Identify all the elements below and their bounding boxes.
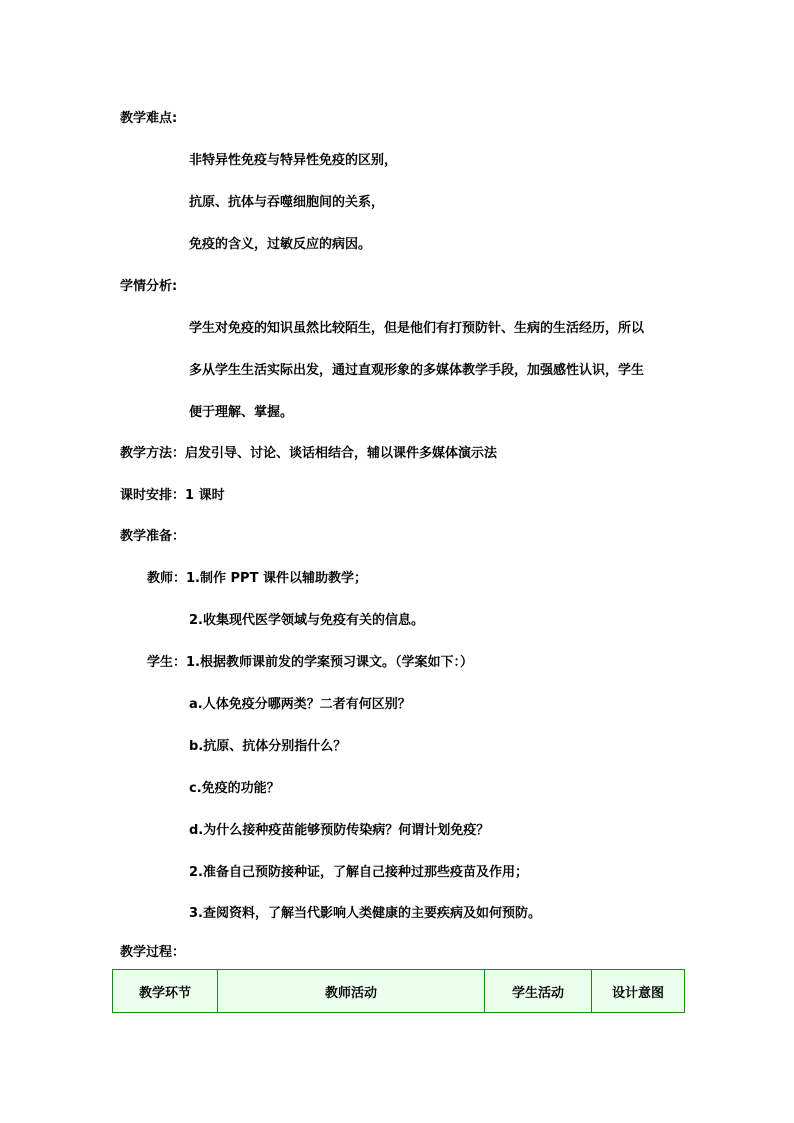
difficulty-item: 抗原、抗体与吞噬细胞间的关系， <box>189 195 385 210</box>
column-header: 教学环节 <box>113 970 218 1013</box>
student-prep-line: d.为什么接种疫苗能够预防传染病？何谓计划免疫？ <box>189 823 490 838</box>
teacher-prep-line: 2.收集现代医学领域与免疫有关的信息。 <box>189 613 424 628</box>
student-prep-line: b.抗原、抗体分别指什么？ <box>189 739 347 754</box>
analysis-line: 便于理解、掌握。 <box>189 405 294 420</box>
process-table <box>112 969 685 1013</box>
analysis-line: 学生对免疫的知识虽然比较陌生，但是他们有打预防针、生病的生活经历，所以 <box>189 321 645 336</box>
column-header: 设计意图 <box>592 970 685 1013</box>
student-prep-line: 学生：1.根据教师课前发的学案预习课文。（学案如下：） <box>147 655 473 670</box>
difficulty-item: 免疫的含义，过敏反应的病因。 <box>189 237 372 252</box>
teacher-prep-line: 教师：1.制作 PPT 课件以辅助教学； <box>147 571 367 586</box>
student-prep-line: c.免疫的功能？ <box>189 781 280 796</box>
student-prep-line: a.人体免疫分哪两类？二者有何区别？ <box>189 697 411 712</box>
student-prep-line: 3.查阅资料，了解当代影响人类健康的主要疾病及如何预防。 <box>189 906 541 921</box>
column-header: 学生活动 <box>485 970 592 1013</box>
difficulties-heading: 教学难点: <box>120 111 178 126</box>
preparation-heading: 教学准备： <box>120 529 186 544</box>
process-heading: 教学过程： <box>120 945 186 960</box>
student-prep-line: 2.准备自己预防接种证，了解自己接种过那些疫苗及作用； <box>189 865 528 880</box>
table-header-row <box>113 970 685 1013</box>
analysis-line: 多从学生生活实际出发，通过直观形象的多媒体教学手段，加强感性认识，学生 <box>189 363 645 378</box>
difficulty-item: 非特异性免疫与特异性免疫的区别， <box>189 153 398 168</box>
schedule: 课时安排：1 课时 <box>120 488 225 503</box>
teaching-methods: 教学方法：启发引导、讨论、谈话相结合，辅以课件多媒体演示法 <box>120 446 498 461</box>
analysis-heading: 学情分析: <box>120 279 178 294</box>
column-header: 教师活动 <box>218 970 485 1013</box>
